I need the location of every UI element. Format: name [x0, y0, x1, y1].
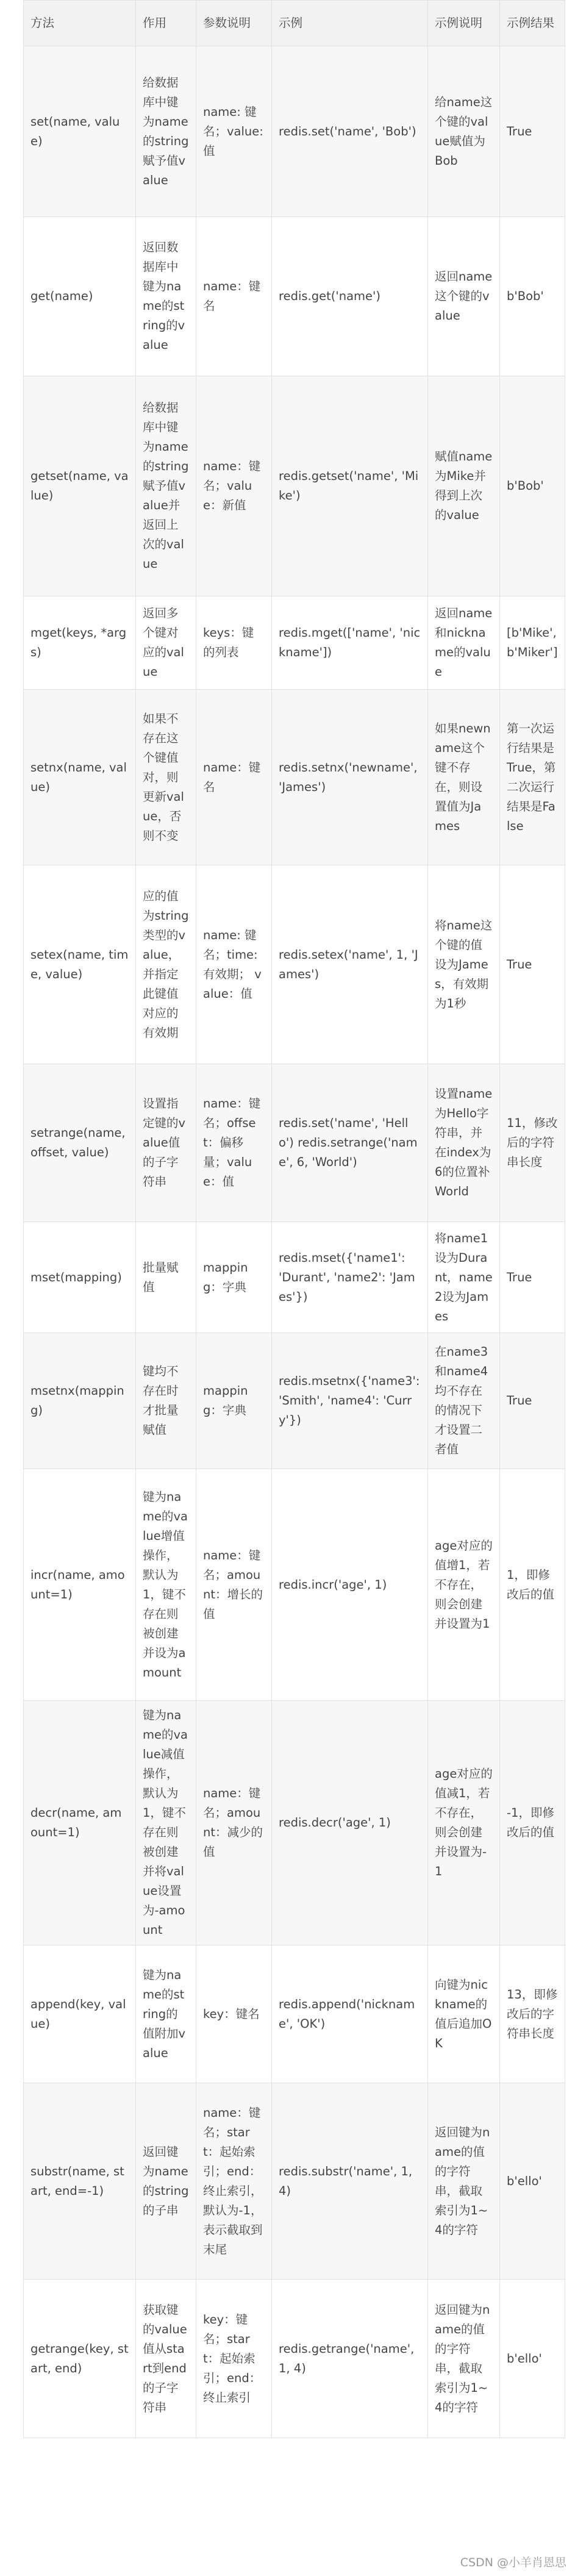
table-row: [24, 1701, 565, 1945]
purpose-cell: 键为name的value减值操作，默认为1，键不存在则被创建并将value设置为-amount: [136, 1701, 196, 1945]
table-row: [24, 46, 565, 217]
method-cell: mget(keys, *args): [24, 596, 136, 690]
params-cell: name：键名；amount：增长的值: [196, 1469, 272, 1701]
method-cell: mset(mapping): [24, 1222, 136, 1333]
methods-table-container: [23, 0, 565, 2438]
header-example-result: 示例结果: [500, 1, 565, 46]
redis-string-methods-table: [23, 0, 565, 2438]
result-cell: True: [500, 865, 565, 1064]
purpose-cell: 键均不存在时才批量赋值: [136, 1333, 196, 1469]
table-row: [24, 1222, 565, 1333]
method-cell: getrange(key, start, end): [24, 2280, 136, 2438]
params-cell: name：键名；value：新值: [196, 376, 272, 596]
purpose-cell: 获取键的value值从start到end的子字符串: [136, 2280, 196, 2438]
example-cell: redis.setnx('newname', 'James'): [272, 690, 428, 865]
result-cell: 1，即修改后的值: [500, 1469, 565, 1701]
params-cell: name：键名: [196, 690, 272, 865]
table-row: [24, 2083, 565, 2280]
purpose-cell: 键为name的string的值附加value: [136, 1945, 196, 2083]
result-cell: -1，即修改后的值: [500, 1701, 565, 1945]
method-cell: set(name, value): [24, 46, 136, 217]
example-desc-cell: 将name这个键的值设为James，有效期为1秒: [428, 865, 500, 1064]
result-cell: 13，即修改后的字符串长度: [500, 1945, 565, 2083]
table-row: [24, 690, 565, 865]
purpose-cell: 给数据库中键为name的string赋予值value: [136, 46, 196, 217]
params-cell: name：键名: [196, 217, 272, 376]
result-cell: b'Bob': [500, 376, 565, 596]
purpose-cell: 应的值为string类型的value，并指定此键值对应的有效期: [136, 865, 196, 1064]
method-cell: msetnx(mapping): [24, 1333, 136, 1469]
params-cell: name：键名；start：起始索引；end：终止索引，默认为-1，表示截取到末尾: [196, 2083, 272, 2280]
table-row: [24, 865, 565, 1064]
table-row: [24, 596, 565, 690]
params-cell: name: 键名；time: 有效期； value：值: [196, 865, 272, 1064]
result-cell: True: [500, 1333, 565, 1469]
purpose-cell: 如果不存在这个键值对，则更新value，否则不变: [136, 690, 196, 865]
purpose-cell: 给数据库中键为name的string赋予值value并返回上次的value: [136, 376, 196, 596]
example-desc-cell: 在name3和name4均不存在的情况下才设置二者值: [428, 1333, 500, 1469]
example-desc-cell: 返回name和nickname的value: [428, 596, 500, 690]
header-purpose: 作用: [136, 1, 196, 46]
result-cell: b'ello': [500, 2280, 565, 2438]
params-cell: mapping：字典: [196, 1222, 272, 1333]
example-cell: redis.mget(['name', 'nickname']): [272, 596, 428, 690]
example-cell: redis.set('name', 'Bob'): [272, 46, 428, 217]
purpose-cell: 返回多个键对应的value: [136, 596, 196, 690]
table-row: [24, 376, 565, 596]
header-example: 示例: [272, 1, 428, 46]
params-cell: name: 键名；value: 值: [196, 46, 272, 217]
example-desc-cell: 赋值name为Mike并得到上次的value: [428, 376, 500, 596]
method-cell: getset(name, value): [24, 376, 136, 596]
header-example-desc: 示例说明: [428, 1, 500, 46]
table-body: [24, 46, 565, 2438]
header-params: 参数说明: [196, 1, 272, 46]
purpose-cell: 键为name的value增值操作，默认为1，键不存在则被创建并设为amount: [136, 1469, 196, 1701]
example-desc-cell: 返回键为name的值的字符串，截取索引为1~4的字符: [428, 2083, 500, 2280]
header-method: 方法: [24, 1, 136, 46]
watermark: CSDN @小羊肖恩思: [460, 2556, 566, 2569]
example-cell: redis.get('name'): [272, 217, 428, 376]
table-row: [24, 1945, 565, 2083]
params-cell: name：键名；offset：偏移量；value：值: [196, 1064, 272, 1222]
example-desc-cell: 返回键为name的值的字符串，截取索引为1~4的字符: [428, 2280, 500, 2438]
method-cell: incr(name, amount=1): [24, 1469, 136, 1701]
params-cell: key：键名；start：起始索引；end：终止索引: [196, 2280, 272, 2438]
purpose-cell: 批量赋值: [136, 1222, 196, 1333]
example-desc-cell: 设置name为Hello字符串，并在index为6的位置补World: [428, 1064, 500, 1222]
example-cell: redis.getrange('name', 1, 4): [272, 2280, 428, 2438]
example-desc-cell: age对应的值增1，若不存在，则会创建并设置为1: [428, 1469, 500, 1701]
params-cell: mapping：字典: [196, 1333, 272, 1469]
table-row: [24, 1469, 565, 1701]
purpose-cell: 返回键为name的string的子串: [136, 2083, 196, 2280]
params-cell: key：键名: [196, 1945, 272, 2083]
example-desc-cell: 向键为nickname的值后追加OK: [428, 1945, 500, 2083]
table-row: [24, 1333, 565, 1469]
result-cell: b'Bob': [500, 217, 565, 376]
purpose-cell: 返回数据库中键为name的string的value: [136, 217, 196, 376]
example-cell: redis.msetnx({'name3': 'Smith', 'name4': 'Curry'}): [272, 1333, 428, 1469]
method-cell: setrange(name, offset, value): [24, 1064, 136, 1222]
example-cell: redis.substr('name', 1, 4): [272, 2083, 428, 2280]
table-row: [24, 2280, 565, 2438]
example-cell: redis.set('name', 'Hello') redis.setrange('name', 6, 'World'): [272, 1064, 428, 1222]
method-cell: decr(name, amount=1): [24, 1701, 136, 1945]
result-cell: True: [500, 46, 565, 217]
result-cell: b'ello': [500, 2083, 565, 2280]
example-desc-cell: 返回name这个键的value: [428, 217, 500, 376]
table-header: [24, 1, 565, 46]
table-row: [24, 217, 565, 376]
method-cell: append(key, value): [24, 1945, 136, 2083]
example-cell: redis.append('nickname', 'OK'): [272, 1945, 428, 2083]
example-desc-cell: 如果newname这个键不存在，则设置值为James: [428, 690, 500, 865]
params-cell: keys：键的列表: [196, 596, 272, 690]
example-desc-cell: 将name1设为Durant，name2设为James: [428, 1222, 500, 1333]
table-row: [24, 1064, 565, 1222]
example-desc-cell: age对应的值减1，若不存在，则会创建并设置为-1: [428, 1701, 500, 1945]
result-cell: [b'Mike', b'Miker']: [500, 596, 565, 690]
example-cell: redis.setex('name', 1, 'James'): [272, 865, 428, 1064]
method-cell: get(name): [24, 217, 136, 376]
method-cell: setex(name, time, value): [24, 865, 136, 1064]
example-cell: redis.incr('age', 1): [272, 1469, 428, 1701]
example-cell: redis.decr('age', 1): [272, 1701, 428, 1945]
header-row: [24, 1, 565, 46]
result-cell: 第一次运行结果是True，第二次运行结果是False: [500, 690, 565, 865]
result-cell: True: [500, 1222, 565, 1333]
method-cell: setnx(name, value): [24, 690, 136, 865]
params-cell: name：键名；amount：减少的值: [196, 1701, 272, 1945]
example-desc-cell: 给name这个键的value赋值为Bob: [428, 46, 500, 217]
result-cell: 11，修改后的字符串长度: [500, 1064, 565, 1222]
example-cell: redis.getset('name', 'Mike'): [272, 376, 428, 596]
purpose-cell: 设置指定键的value值的子字符串: [136, 1064, 196, 1222]
method-cell: substr(name, start, end=-1): [24, 2083, 136, 2280]
example-cell: redis.mset({'name1': 'Durant', 'name2': 'James'}): [272, 1222, 428, 1333]
